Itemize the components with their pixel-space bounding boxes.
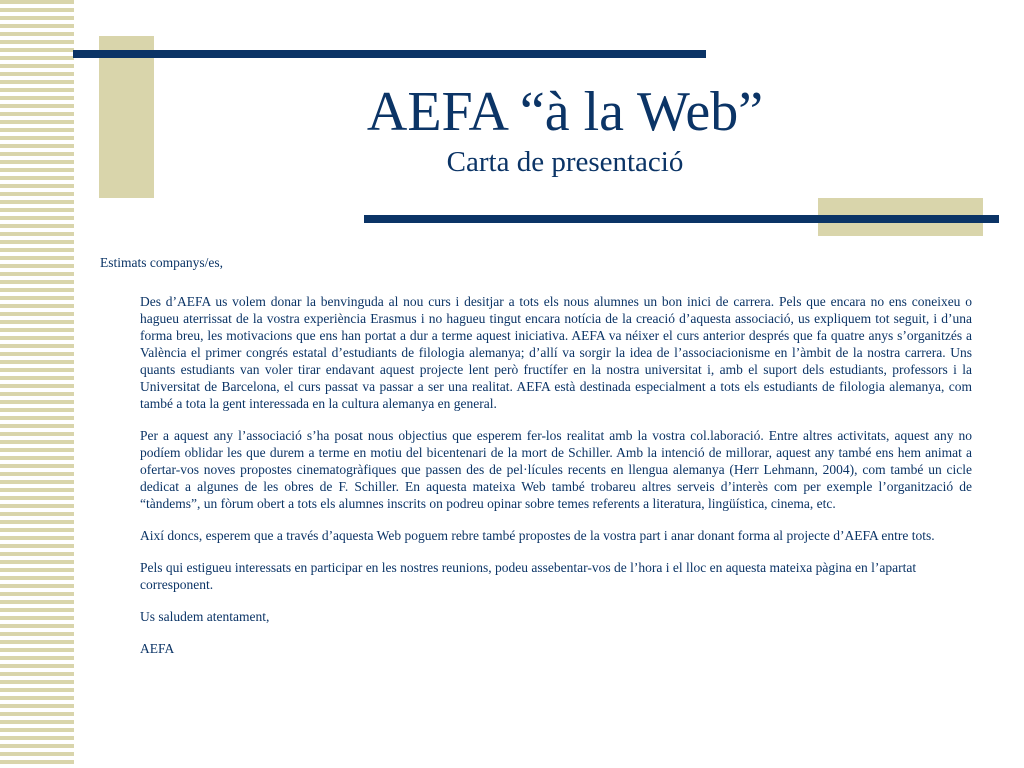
navy-rule-bottom: [364, 215, 999, 223]
slide-subtitle: Carta de presentació: [446, 146, 684, 178]
letter-body: [100, 254, 972, 672]
letter-paragraph-proposals: Així doncs, esperem que a través d’aquesta Web poguem rebre també propostes de la vostra part i anar donant forma al projecte d’AEFA entre tots.: [140, 528, 935, 543]
letter-greeting: Estimats companys/es,: [100, 255, 223, 270]
letter-paragraph-welcome: Des d’AEFA us volem donar la benvinguda al nou curs i desitjar a tots els nous alumnes un bon inici de carrera. Pels que encara no ens coneixeu o hagueu aterrissat de la vostra experiència Erasmus i no hagueu tingut encara notícia de la creació d’aquesta associació, us expliquem tot seguit, i d’una forma breu, les motivacions que ens han portat a dur a terme aquest iniciativa. AEFA va néixer el curs anterior després que fa quatre anys s’organitzés a València el primer congrés estatal d’estudiants de filologia alemanya; d’allí va sorgir la idea de l’associacionisme en l’àmbit de la nostra carrera. Uns quants estudiants van voler tirar endavant aquest projecte lent però fructífer en la nostra universitat i, amb el suport dels estudiants, professors i la Universitat de Barcelona, el curs passat va passar a ser una realitat. AEFA està destinada especialment a tots els estudiants de filologia alemanya, com també a tota la gent interessada en la cultura alemanya en general.: [140, 294, 972, 411]
slide-title: AEFA “à la Web”: [366, 81, 764, 143]
letter-signature: AEFA: [140, 641, 175, 656]
tan-accent-block-top: [99, 36, 154, 198]
letter-closing: Us saludem atentament,: [140, 609, 270, 624]
letter-paragraph-meetings: Pels qui estigueu interessats en participar en les nostres reunions, podeu assebentar-vos de l’hora i el lloc en aquesta mateixa pàgina en l’apartat corresponent.: [140, 560, 917, 592]
navy-rule-top: [73, 50, 706, 58]
striped-margin-decoration: [0, 0, 74, 768]
letter-paragraph-objectives: Per a aquest any l’associació s’ha posat nous objectius que esperem fer-los realitat amb la vostra col.laboració. Entre altres activitats, aquest any no podíem oblidar les que durem a terme en motiu del bicentenari de la mort de Schiller. Amb la intenció de millorar, aquest any també ens hem animat a ofertar-vos noves propostes cinematogràfiques que passen des de pel·lícules recents en llengua alemanya (Herr Lehmann, 2004), com també un cicle dedicat a algunes de les obres de F. Schiller. En aquesta mateixa Web també trobareu altres serveis d’interès com per exemple l’organització de “tàndems”, un fòrum obert a tots els alumnes inscrits on podreu opinar sobre temes referents a literatura, lingüística, cinema, etc.: [140, 428, 972, 511]
